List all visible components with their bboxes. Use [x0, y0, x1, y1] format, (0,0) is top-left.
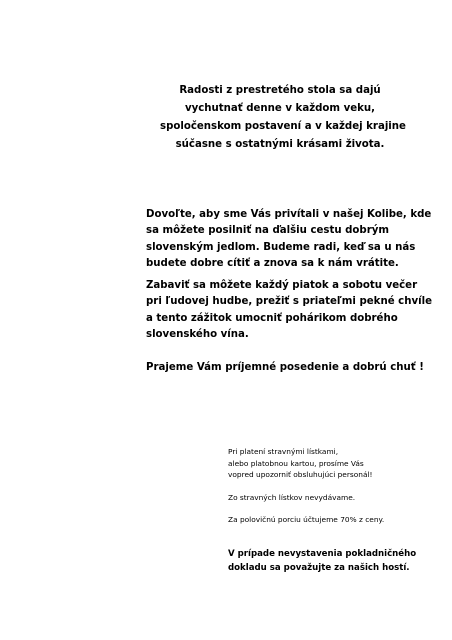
intro-line: vychutnať denne v každom veku,: [184, 103, 376, 114]
welcome-line: budete dobre cítiť a znova sa k nám vrátite.: [146, 257, 399, 269]
entertainment-paragraph: [146, 278, 432, 343]
receipt-note: [228, 547, 417, 575]
welcome-line: slovenským jedlom. Budeme radi, keď sa u nás: [146, 241, 416, 253]
entertainment-line: a tento zážitok umocniť pohárikom dobrého: [146, 312, 398, 324]
wish-text: Prajeme Vám príjemné posedenie a dobrú chuť !: [146, 362, 424, 373]
receipt-note-line: V prípade nevystavenia pokladničného: [228, 549, 417, 559]
entertainment-line: pri ľudovej hudbe, prežiť s priateľmi pekné chvíle: [146, 296, 432, 308]
intro-line: spoločenskom postavení a v každej krajine: [160, 121, 406, 132]
half-portion-note: Za polovičnú porciu účtujeme 70% z ceny.: [228, 515, 385, 525]
welcome-paragraph: [146, 207, 432, 272]
entertainment-line: Zabaviť sa môžete každý piatok a sobotu večer: [146, 280, 418, 291]
payment-notes: [228, 446, 398, 526]
no-change-note: Zo stravných lístkov nevydávame.: [228, 492, 356, 502]
entertainment-line: slovenského vína.: [146, 328, 249, 340]
payment-note-line: alebo platobnou kartou, prosíme Vás: [228, 458, 364, 468]
payment-note-line: vopred upozorniť obsluhujúci personál!: [228, 470, 373, 480]
receipt-note-line: dokladu sa považujte za našich hostí.: [228, 563, 410, 573]
welcome-line: sa môžete posilniť na ďalšiu cestu dobrým: [146, 225, 389, 237]
welcome-line: Dovoľte, aby sme Vás privítali v našej Kolibe, kde: [146, 209, 432, 220]
intro-line: Radosti z prestretého stola sa dajú: [179, 85, 381, 96]
intro-line: súčasne s ostatnými krásami života.: [175, 139, 385, 150]
intro-text: [160, 82, 406, 154]
payment-note-line: Pri platení stravnými lístkami,: [228, 447, 339, 456]
